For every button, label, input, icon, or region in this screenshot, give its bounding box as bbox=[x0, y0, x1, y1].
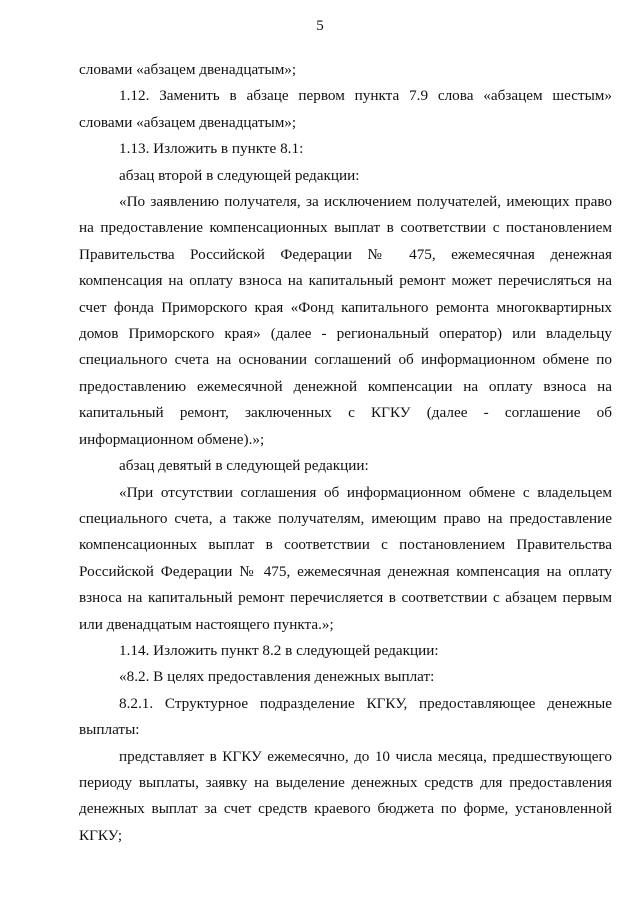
paragraph-item-8-2: «8.2. В целях предоставления денежных выплат: bbox=[119, 668, 435, 686]
paragraph-abzac-devyatyy: абзац девятый в следующей редакции: bbox=[119, 457, 369, 475]
paragraph-quote-second: «По заявлению получателя, за исключением получателей, имеющих право на предоставление компенсационных выплат в соответствии с постановлением Правительства Российской Федерации № 475, ежемесячная денежная компенсация на оплату взноса на капитальный ремонт может перечисляться на счет фонда Приморского края «Фонд капитального ремонта многоквартирных домов Приморского края» (далее - региональный оператор) или владельцу специального счета на основании соглашений об информационном обмене по предоставлению ежемесячной денежной компенсации на оплату взноса на капитальный ремонт, заключенных с КГКУ (далее - соглашение об информационном обмене).»; bbox=[79, 193, 612, 448]
document-body bbox=[79, 57, 612, 849]
paragraph-item-1-13: 1.13. Изложить в пункте 8.1: bbox=[119, 140, 304, 158]
paragraph-continuation: словами «абзацем двенадцатым»; bbox=[79, 61, 297, 78]
paragraph-item-1-12: 1.12. Заменить в абзаце первом пункта 7.9 слова «абзацем шестым» словами «абзацем двенадцатым»; bbox=[79, 87, 612, 131]
paragraph-abzac-vtoroy: абзац второй в следующей редакции: bbox=[119, 166, 360, 184]
paragraph-quote-ninth: «При отсутствии соглашения об информационном обмене с владельцем специального счета, а также получателям, имеющим право на предоставление компенсационных выплат в соответствии с постановлением Правительства Российской Федерации № 475, ежемесячная денежная компенсация на оплату взноса на капитальный ремонт перечисляется в соответствии с абзацем первым или двенадцатым настоящего пункта.»; bbox=[79, 483, 612, 633]
paragraph-item-8-2-1: 8.2.1. Структурное подразделение КГКУ, предоставляющее денежные выплаты: bbox=[79, 694, 612, 739]
paragraph-zayavka: представляет в КГКУ ежемесячно, до 10 числа месяца, предшествующего периоду выплаты, заявку на выделение денежных средств для предоставления денежных выплат за счет средств краевого бюджета по форме, установленной КГКУ; bbox=[79, 747, 612, 844]
page-number: 5 bbox=[316, 18, 324, 34]
paragraph-item-1-14: 1.14. Изложить пункт 8.2 в следующей редакции: bbox=[119, 641, 439, 659]
